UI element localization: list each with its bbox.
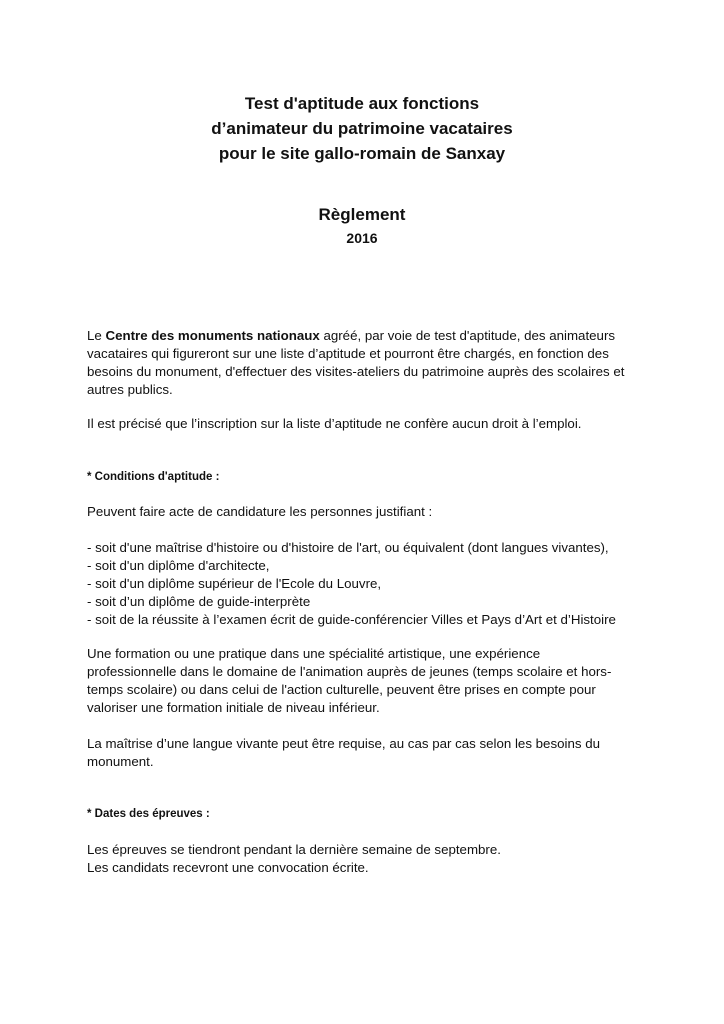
dates-heading: * Dates des épreuves : <box>87 808 210 820</box>
conditions-lead: Peuvent faire acte de candidature les personnes justifiant : <box>87 504 433 519</box>
list-item: - soit d'un diplôme supérieur de l'Ecole du Louvre, <box>87 576 382 591</box>
dates-paragraph <box>87 841 639 877</box>
paragraph-line: Une formation ou une pratique dans une spécialité artistique, une expérience <box>87 646 541 661</box>
title-line: d’animateur du patrimoine vacataires <box>211 119 513 138</box>
intro-rest: agréé, par voie de test d'aptitude, des animateurs vacataires qui figureront sur une liste d’aptitude et pourront être chargés, en fonction des besoins du monument, d'effectuer des visites-ateliers du patrimoine auprès des scolaires et autres publics. <box>87 328 625 397</box>
intro-paragraph <box>87 327 639 399</box>
paragraph-line: La maîtrise d’une langue vivante peut être requise, au cas par cas selon les besoins du <box>87 736 600 751</box>
disclaimer-paragraph: Il est précisé que l’inscription sur la liste d’aptitude ne confère aucun droit à l’emploi. <box>87 416 582 431</box>
paragraph-line: professionnelle dans le domaine de l'animation auprès de jeunes (temps scolaire et hors- <box>87 664 612 679</box>
list-item: - soit de la réussite à l’examen écrit de guide-conférencier Villes et Pays d’Art et d’Histoire <box>87 612 616 627</box>
document-year: 2016 <box>346 230 378 246</box>
language-paragraph <box>87 735 639 771</box>
qualifications-list <box>87 539 647 629</box>
title-line: Test d'aptitude aux fonctions <box>244 94 480 113</box>
list-item: - soit d’un diplôme de guide-interprète <box>87 594 311 609</box>
title-line: pour le site gallo-romain de Sanxay <box>218 144 506 163</box>
organization-name: Centre des monuments nationaux <box>105 328 320 343</box>
document-title <box>0 91 724 166</box>
intro-prefix: Le <box>87 328 106 343</box>
paragraph-line: monument. <box>87 754 154 769</box>
document-subtitle: Règlement <box>318 205 406 224</box>
conditions-heading: * Conditions d'aptitude : <box>87 471 220 483</box>
paragraph-line: valoriser une formation initiale de niveau inférieur. <box>87 700 380 715</box>
paragraph-line: Les épreuves se tiendront pendant la dernière semaine de septembre. <box>87 842 501 857</box>
paragraph-line: temps scolaire) ou dans celui de l'action culturelle, peuvent être prises en compte pour <box>87 682 596 697</box>
formation-paragraph <box>87 645 639 717</box>
list-item: - soit d'une maîtrise d'histoire ou d'histoire de l'art, ou équivalent (dont langues vivantes), <box>87 540 609 555</box>
paragraph-line: Les candidats recevront une convocation écrite. <box>87 860 369 875</box>
list-item: - soit d'un diplôme d'architecte, <box>87 558 270 573</box>
